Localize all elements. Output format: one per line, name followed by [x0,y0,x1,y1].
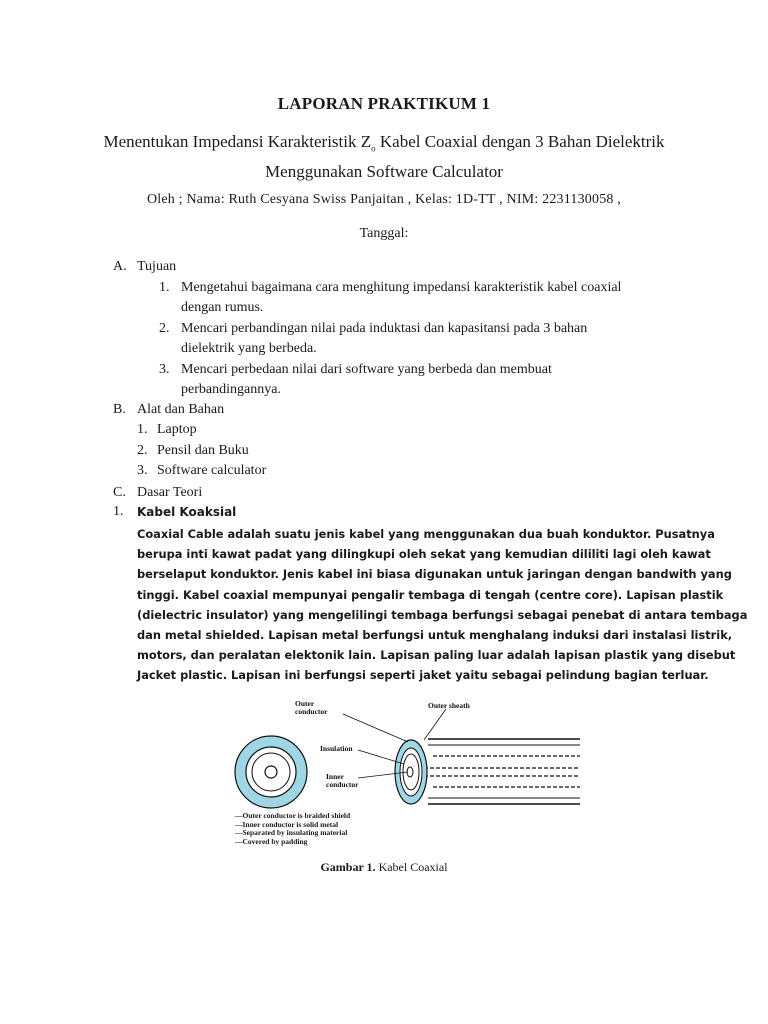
figure-note: —Covered by padding [235,836,308,846]
figure-note: —Separated by insulating material [235,828,348,837]
figure-note: —Outer conductor is braided shield [235,811,351,820]
section-b-heading [113,402,224,418]
paragraph-line: Coaxial Cable adalah suatu jenis kabel yang menggunakan dua buah konduktor. Pusatnya [137,527,715,541]
list-item [159,319,679,359]
item-number: 1. [159,280,170,295]
item-text: Mengetahui bagaimana cara menghitung impedansi karakteristik kabel coaxial [181,280,622,295]
item-number: 3. [137,463,148,478]
item-text-cont: dengan rumus. [181,300,264,315]
label-outer-sheath: Outer sheath [428,701,470,710]
section-a-title: Tujuan [137,259,177,274]
label-inner-conductor: Inner conductor [326,772,359,789]
item-text: Pensil dan Buku [157,443,249,458]
item-number: 2. [137,443,148,458]
subsection-title: Kabel Koaksial [137,505,237,519]
subtitle-subscript: o [371,143,376,154]
list-item [159,278,679,318]
figure-note: —Inner conductor is solid metal [235,819,339,829]
caption-text: Kabel Coaxial [375,860,448,874]
item-text: Mencari perbedaan nilai dari software yang berbeda dan membuat [181,362,552,377]
cross-section [235,736,307,808]
item-text-cont: perbandingannya. [181,382,281,397]
item-number: 3. [159,362,170,377]
item-number: 1. [137,422,148,437]
item-text: Laptop [157,422,197,437]
subsection-number: 1. [113,504,124,519]
list-item [137,422,197,438]
side-view [395,739,580,804]
theory-paragraph [137,524,748,686]
paragraph-line: tinggi. Kabel coaxial mempunyai pengalir tembaga di tengah (centre core). Lapisan plastik [137,587,724,602]
section-c-label: C. [113,485,126,500]
figure-caption [0,860,768,875]
section-a-heading [113,259,176,275]
section-c-heading [113,485,202,501]
paragraph-line: motors, dan peralatan elektonik lain. Lapisan paling luar adalah lapisan plastik yang disebut [137,648,736,663]
paragraph-line: Jacket plastic. Lapisan ini berfungsi seperti jaket yaitu sebagai pelindung bagian terluar. [137,668,709,683]
paragraph-line: berupa inti kawat padat yang dilingkupi oleh sekat yang kemudian dililiti lagi oleh kawat [137,547,711,562]
section-b-title: Alat dan Bahan [137,402,225,417]
item-text: Software calculator [157,463,267,478]
author-line: Oleh ; Nama: Ruth Cesyana Swiss Panjaitan , Kelas: 1D-TT , NIM: 2231130058 , [146,192,622,207]
label-insulation: Insulation [320,744,353,753]
subtitle-line2: Menggunakan Software Calculator [265,162,503,182]
paragraph-line: (dielectric insulator) yang mengelilingi tembaga berfungsi sebagai penebat di antara tembaga [137,607,748,622]
date-line: Tanggal: [359,226,409,241]
list-item [137,443,249,459]
subtitle-line1-start: Menentukan Impedansi Karakteristik Z [103,132,372,151]
item-number: 2. [159,321,170,336]
coaxial-cable-figure [228,692,588,852]
report-subtitle [60,130,708,184]
item-text: Mencari perbandingan nilai pada induktasi dan kapasitansi pada 3 bahan [181,321,588,336]
label-outer-conductor: Outer conductor [295,699,328,716]
section-a-label: A. [113,259,127,274]
list-item [137,463,266,479]
report-title: LAPORAN PRAKTIKUM 1 [277,94,491,113]
subtitle-line1-end: Kabel Coaxial dengan 3 Bahan Dielektrik [375,132,665,151]
section-c-title: Dasar Teori [137,485,203,500]
item-text-cont: dielektrik yang berbeda. [181,341,317,356]
figure-notes [235,812,350,846]
caption-label: Gambar 1. [320,860,376,874]
list-item [159,360,679,400]
paragraph-line: dan metal shielded. Lapisan metal berfungsi untuk menghalang induksi dari instalasi listrik, [137,628,733,643]
paragraph-line: berselaput konduktor. Jenis kabel ini biasa digunakan untuk jaringan dengan bandwith yang [137,567,732,582]
section-b-label: B. [113,402,126,417]
